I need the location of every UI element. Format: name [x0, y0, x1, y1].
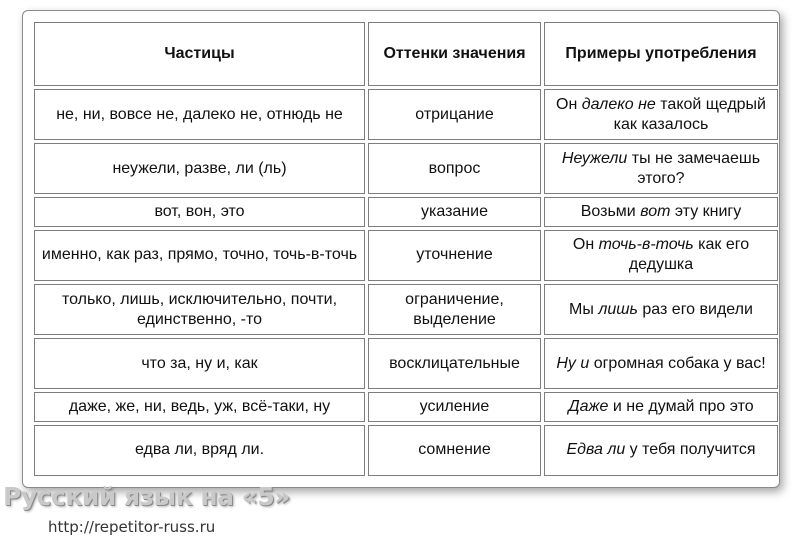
example-highlight: Даже — [568, 397, 609, 415]
particles-cell: что за, ну и, как — [34, 338, 365, 389]
particles-table — [31, 19, 781, 479]
example-highlight: Едва ли — [566, 441, 626, 459]
example-text: Мы — [569, 300, 599, 318]
header-particles: Частицы — [34, 22, 365, 86]
example-highlight: Неужели — [561, 149, 628, 167]
example-highlight: Ну и — [556, 354, 590, 372]
example-text: Он — [572, 236, 599, 254]
example-cell — [544, 284, 778, 335]
particles-cell: неужели, разве, ли (ль) — [34, 143, 365, 194]
meaning-cell: вопрос — [368, 143, 541, 194]
example-cell — [544, 197, 778, 227]
table-row — [34, 143, 778, 194]
table-row — [34, 89, 778, 140]
header-row — [34, 22, 778, 86]
example-cell — [544, 392, 778, 422]
particles-cell: только, лишь, исключительно, почти, единственно, -то — [34, 284, 365, 335]
example-text: такой щедрый как казалось — [613, 95, 766, 133]
example-text: ты не замечаешь этого? — [627, 149, 761, 187]
table-row — [34, 284, 778, 335]
meaning-cell: восклицательные — [368, 338, 541, 389]
example-highlight: точь-в-точь — [598, 236, 694, 254]
example-cell — [544, 230, 778, 281]
particles-cell: не, ни, вовсе не, далеко не, отнюдь не — [34, 89, 365, 140]
example-highlight: лишь — [598, 300, 638, 318]
particles-cell: даже, же, ни, ведь, уж, всё-таки, ну — [34, 392, 365, 422]
example-text: огромная собака у вас! — [589, 354, 766, 372]
site-url: http://repetitor-russ.ru — [48, 518, 216, 536]
particles-cell: едва ли, вряд ли. — [34, 425, 365, 476]
header-shades: Оттенки значения — [368, 22, 541, 86]
example-text: раз его видели — [637, 300, 753, 318]
table-row — [34, 197, 778, 227]
example-highlight: далеко не — [581, 95, 656, 113]
table-row — [34, 338, 778, 389]
table-frame — [22, 10, 780, 488]
header-examples: Примеры употребления — [544, 22, 778, 86]
meaning-cell: указание — [368, 197, 541, 227]
meaning-cell: ограничение, выделение — [368, 284, 541, 335]
table-row — [34, 392, 778, 422]
example-cell — [544, 143, 778, 194]
example-cell — [544, 425, 778, 476]
example-cell — [544, 89, 778, 140]
example-text: Он — [556, 95, 582, 113]
example-cell — [544, 338, 778, 389]
particles-cell: именно, как раз, прямо, точно, точь-в-точь — [34, 230, 365, 281]
meaning-cell: отрицание — [368, 89, 541, 140]
table-row — [34, 425, 778, 476]
example-text: эту книгу — [670, 203, 742, 221]
meaning-cell: уточнение — [368, 230, 541, 281]
example-text: Возьми — [580, 203, 641, 221]
meaning-cell: усиление — [368, 392, 541, 422]
meaning-cell: сомнение — [368, 425, 541, 476]
example-text: и не думай про это — [608, 397, 754, 415]
example-text: у тебя получится — [625, 441, 756, 459]
example-text: как его дедушка — [628, 236, 750, 274]
table-row — [34, 230, 778, 281]
watermark-title: Русский язык на «5» — [3, 482, 290, 511]
particles-cell: вот, вон, это — [34, 197, 365, 227]
example-highlight: вот — [640, 203, 671, 221]
